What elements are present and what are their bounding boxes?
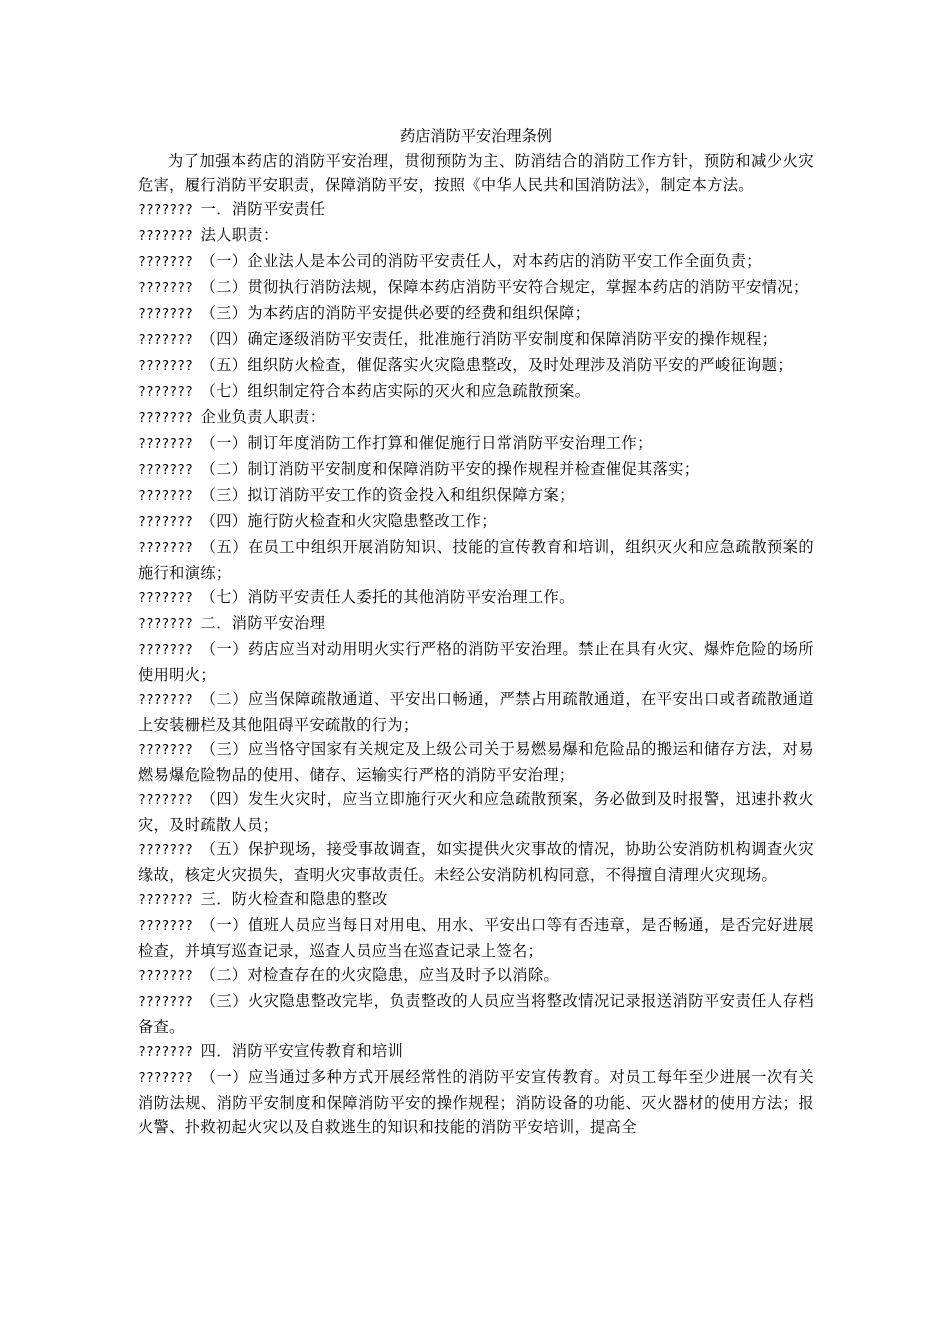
line-prefix: ???????: [138, 1071, 201, 1086]
paragraph-text: （一）值班人员应当每日对用电、用水、平安出口等有否违章，是否畅通，是否完好进展检查，并填写巡查记录，巡查人员应当在巡查记录上签名；: [138, 916, 814, 960]
line-prefix: ???????: [138, 411, 201, 426]
paragraph-text: （二）应当保障疏散通道、平安出口畅通，严禁占用疏散通道，在平安出口或者疏散通道上安装栅栏及其他阻碍平安疏散的行为；: [138, 690, 814, 734]
paragraph-text: （一）药店应当对动用明火实行严格的消防平安治理。禁止在具有火灾、爆炸危险的场所使用明火；: [138, 640, 814, 684]
line-prefix: ???????: [138, 307, 201, 322]
paragraph-text: （七）组织制定符合本药店实际的灭火和应急疏散预案。: [200, 382, 591, 400]
body-paragraph: [138, 353, 814, 379]
document-body: [138, 197, 814, 1139]
line-prefix: ???????: [138, 643, 201, 658]
paragraph-text: （一）应当通过多种方式开展经常性的消防平安宣传教育。对员工每年至少进展一次有关消防法规、消防平安制度和保障消防平安的操作规程；消防设备的功能、灭火器材的使用方法；报火警、扑救初起火灾以及自救逃生的知识和技能的消防平安培训，提高全: [138, 1068, 814, 1136]
line-prefix: ???????: [138, 969, 201, 984]
paragraph-text: （五）组织防火检查，催促落实火灾隐患整改，及时处理涉及消防平安的严峻征询题；: [200, 356, 793, 374]
line-prefix: ???????: [138, 843, 201, 858]
line-prefix: ???????: [138, 893, 201, 908]
line-prefix: ???????: [138, 617, 201, 632]
body-paragraph: [138, 457, 814, 483]
body-paragraph: [138, 913, 814, 963]
paragraph-text: （三）为本药店的消防平安提供必要的经费和组织保障；: [200, 304, 591, 322]
body-paragraph: [138, 197, 814, 223]
body-paragraph: [138, 275, 814, 301]
paragraph-text: （四）发生火灾时，应当立即施行灭火和应急疏散预案，务必做到及时报警，迅速扑救火灾，及时疏散人员；: [138, 790, 814, 834]
body-paragraph: [138, 431, 814, 457]
paragraph-text: （五）保护现场，接受事故调查，如实提供火灾事故的情况，协助公安消防机构调查火灾缘故，核定火灾损失，查明火灾事故责任。未经公安消防机构同意，不得擅自清理火灾现场。: [138, 840, 814, 884]
body-paragraph: [138, 327, 814, 353]
paragraph-text: （三）火灾隐患整改完毕，负责整改的人员应当将整改情况记录报送消防平安责任人存档备查。: [138, 992, 814, 1036]
paragraph-text: 三．防火检查和隐患的整改: [200, 890, 388, 908]
body-paragraph: [138, 687, 814, 737]
paragraph-text: （二）对检查存在的火灾隐患，应当及时予以消除。: [200, 966, 560, 984]
line-prefix: ???????: [138, 515, 201, 530]
line-prefix: ???????: [138, 359, 201, 374]
paragraph-text: （二）制订消防平安制度和保障消防平安的操作规程并检查催促其落实；: [200, 460, 700, 478]
line-prefix: ???????: [138, 1045, 201, 1060]
intro-paragraph: 为了加强本药店的消防平安治理，贯彻预防为主、防消结合的消防工作方针，预防和减少火灾危害，履行消防平安职责，保障消防平安，按照《中华人民共和国消防法》，制定本方法。: [138, 152, 814, 194]
paragraph-text: （七）消防平安责任人委托的其他消防平安治理工作。: [200, 588, 575, 606]
line-prefix: ???????: [138, 919, 201, 934]
body-paragraph: [138, 1039, 814, 1065]
paragraph-text: 二．消防平安治理: [200, 614, 326, 632]
body-paragraph: [138, 379, 814, 405]
line-prefix: ???????: [138, 489, 201, 504]
body-paragraph: [138, 737, 814, 787]
paragraph-text: （四）施行防火检查和火灾隐患整改工作；: [200, 512, 497, 530]
paragraph-text: 四．消防平安宣传教育和培训: [200, 1042, 404, 1060]
line-prefix: ???????: [138, 281, 201, 296]
line-prefix: ???????: [138, 591, 201, 606]
body-paragraph: [138, 249, 814, 275]
paragraph-text: （一）企业法人是本公司的消防平安责任人，对本药店的消防平安工作全面负责；: [200, 252, 762, 270]
paragraph-text: （一）制订年度消防工作打算和催促施行日常消防平安治理工作；: [200, 434, 653, 452]
paragraph-text: 一．消防平安责任: [200, 200, 326, 218]
body-paragraph: [138, 585, 814, 611]
body-paragraph: [138, 837, 814, 887]
paragraph-text: （五）在员工中组织开展消防知识、技能的宣传教育和培训，组织灭火和应急疏散预案的施行和演练；: [138, 538, 814, 582]
document-title: 药店消防平安治理条例: [400, 127, 552, 145]
paragraph-text: （三）应当恪守国家有关规定及上级公司关于易燃易爆和危险品的搬运和储存方法，对易燃易爆危险物品的使用、储存、运输实行严格的消防平安治理；: [138, 740, 814, 784]
document-page: [138, 124, 814, 1139]
body-paragraph: [138, 535, 814, 585]
paragraph-text: 法人职责：: [200, 226, 279, 244]
line-prefix: ???????: [138, 333, 201, 348]
body-paragraph: [138, 301, 814, 327]
line-prefix: ???????: [138, 995, 201, 1010]
paragraph-text: 企业负责人职责：: [200, 408, 326, 426]
body-paragraph: [138, 1065, 814, 1139]
line-prefix: ???????: [138, 463, 201, 478]
paragraph-text: （四）确定逐级消防平安责任，批准施行消防平安制度和保障消防平安的操作规程；: [200, 330, 778, 348]
body-paragraph: [138, 989, 814, 1039]
body-paragraph: [138, 509, 814, 535]
line-prefix: ???????: [138, 229, 201, 244]
line-prefix: ???????: [138, 437, 201, 452]
body-paragraph: [138, 887, 814, 913]
body-paragraph: [138, 787, 814, 837]
body-paragraph: [138, 963, 814, 989]
line-prefix: ???????: [138, 693, 201, 708]
body-paragraph: [138, 223, 814, 249]
line-prefix: ???????: [138, 385, 201, 400]
body-paragraph: [138, 483, 814, 509]
body-paragraph: [138, 637, 814, 687]
line-prefix: ???????: [138, 255, 201, 270]
body-paragraph: [138, 405, 814, 431]
line-prefix: ???????: [138, 793, 201, 808]
line-prefix: ???????: [138, 541, 201, 556]
paragraph-text: （三）拟订消防平安工作的资金投入和组织保障方案；: [200, 486, 575, 504]
paragraph-text: （二）贯彻执行消防法规，保障本药店消防平安符合规定，掌握本药店的消防平安情况；: [200, 278, 809, 296]
body-paragraph: [138, 611, 814, 637]
line-prefix: ???????: [138, 743, 201, 758]
line-prefix: ???????: [138, 203, 201, 218]
